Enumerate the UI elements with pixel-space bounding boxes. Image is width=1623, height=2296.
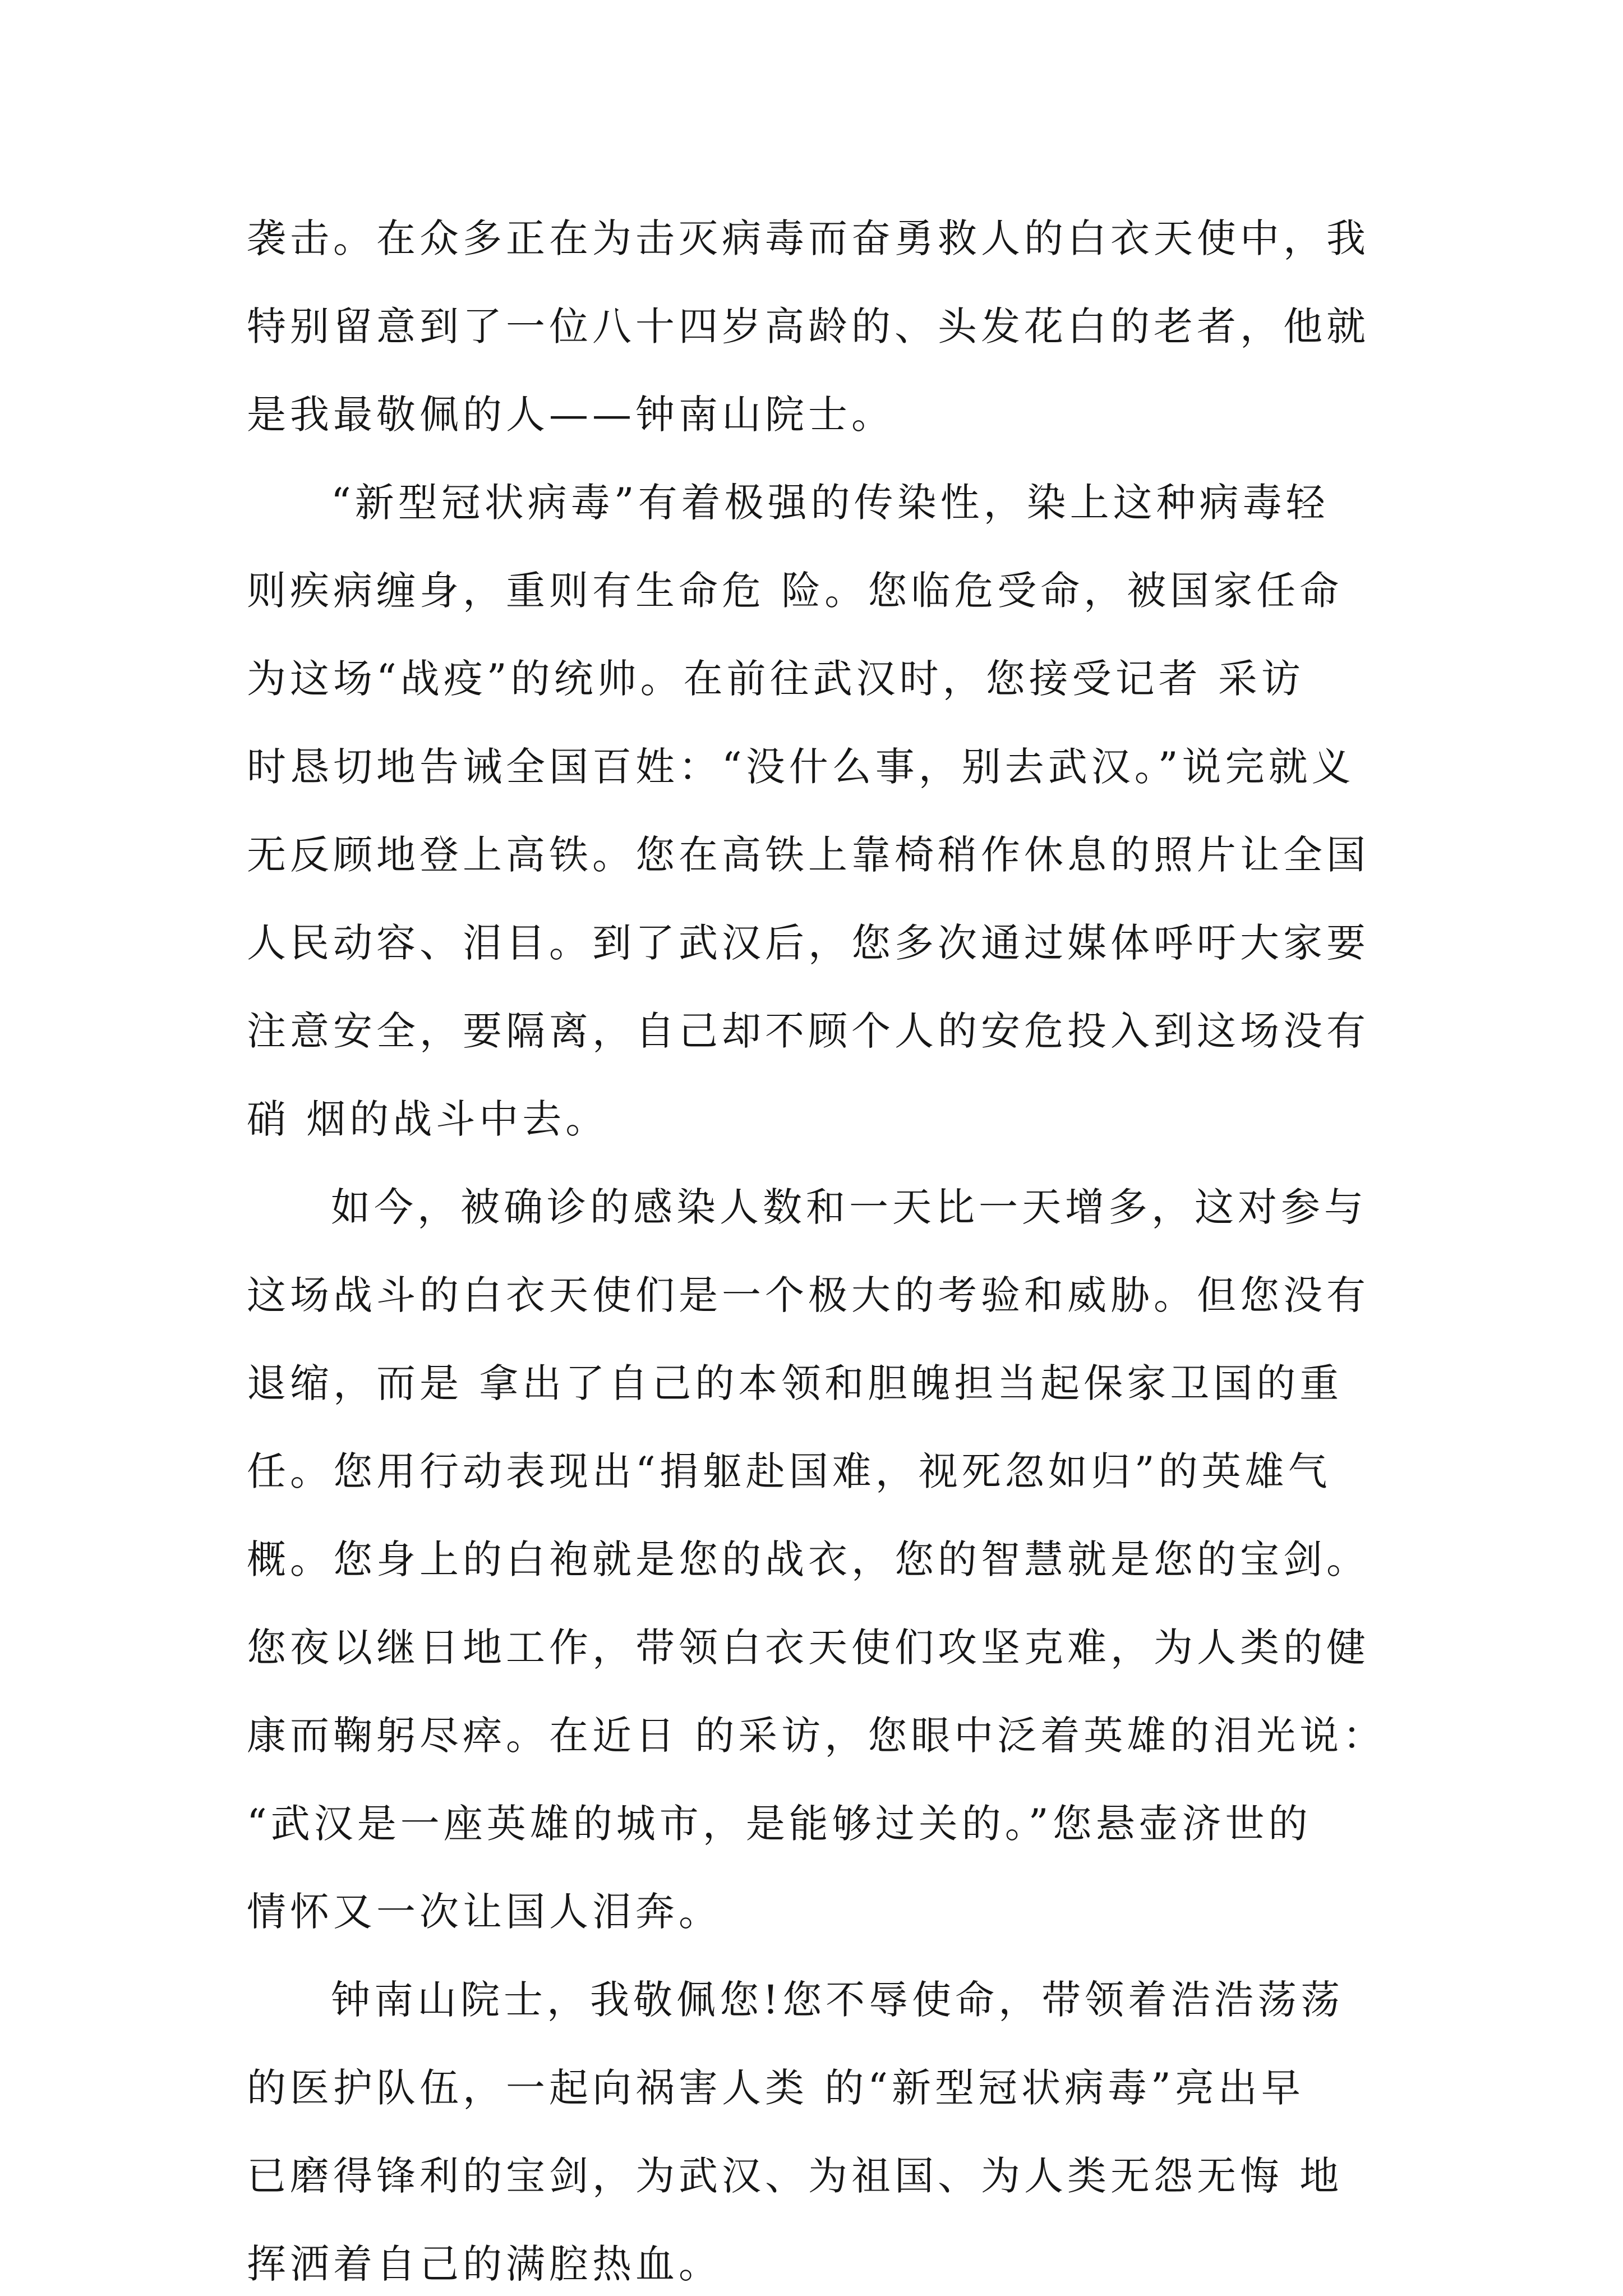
text-line: “武汉是一座英雄的城市，是能够过关的。”您悬壶济世的 xyxy=(247,1801,1312,1847)
text-line: 任。您用行动表现出“捐躯赴国难，视死忽如归”的英雄气 xyxy=(247,1448,1331,1494)
text-line: 的医护队伍，一起向祸害人类 的“新型冠状病毒”亮出早 xyxy=(247,2065,1304,2111)
text-line: 无反顾地登上高铁。您在高铁上靠椅稍作休息的照片让全国 xyxy=(247,832,1370,878)
text-line: 为这场“战疫”的统帅。在前往武汉时，您接受记者 采访 xyxy=(247,656,1304,702)
text-line: 您夜以继日地工作，带领白衣天使们攻坚克难，为人类的健 xyxy=(247,1625,1370,1671)
text-line: 情怀又一次让国人泪奔。 xyxy=(247,1889,722,1935)
text-line: 是我最敬佩的人——钟南山院士。 xyxy=(247,392,895,438)
text-line: 康而鞠躬尽瘁。在近日 的采访，您眼中泛着英雄的泪光说： xyxy=(247,1713,1386,1759)
text-line: 硝 烟的战斗中去。 xyxy=(247,1096,609,1142)
text-line: 概。您身上的白袍就是您的战衣，您的智慧就是您的宝剑。 xyxy=(247,1536,1370,1582)
paragraph-first-line: 如今，被确诊的感染人数和一天比一天增多，这对参与 xyxy=(331,1184,1367,1230)
text-line: 袭击。在众多正在为击灭病毒而奋勇救人的白衣天使中，我 xyxy=(247,215,1370,261)
text-line: 这场战斗的白衣天使们是一个极大的考验和威胁。但您没有 xyxy=(247,1272,1370,1318)
text-line: 已磨得锋利的宝剑，为武汉、为祖国、为人类无怨无悔 地 xyxy=(247,2153,1343,2199)
paragraph-first-line: 钟南山院士，我敬佩您!您不辱使命，带领着浩浩荡荡 xyxy=(331,1977,1344,2023)
paragraph-first-line: “新型冠状病毒”有着极强的传染性，染上这种病毒轻 xyxy=(331,480,1329,526)
text-line: 则疾病缠身，重则有生命危 险。您临危受命，被国家任命 xyxy=(247,568,1343,614)
text-line: 退缩，而是 拿出了自己的本领和胆魄担当起保家卫国的重 xyxy=(247,1360,1343,1406)
text-line: 挥洒着自己的满腔热血。 xyxy=(247,2241,722,2287)
text-line: 时恳切地告诫全国百姓：“没什么事，别去武汉。”说完就义 xyxy=(247,744,1355,790)
text-line: 人民动容、泪目。到了武汉后，您多次通过媒体呼吁大家要 xyxy=(247,920,1370,966)
text-line: 特别留意到了一位八十四岁高龄的、头发花白的老者，他就 xyxy=(247,303,1370,349)
text-line: 注意安全，要隔离，自己却不顾个人的安危投入到这场没有 xyxy=(247,1008,1370,1054)
